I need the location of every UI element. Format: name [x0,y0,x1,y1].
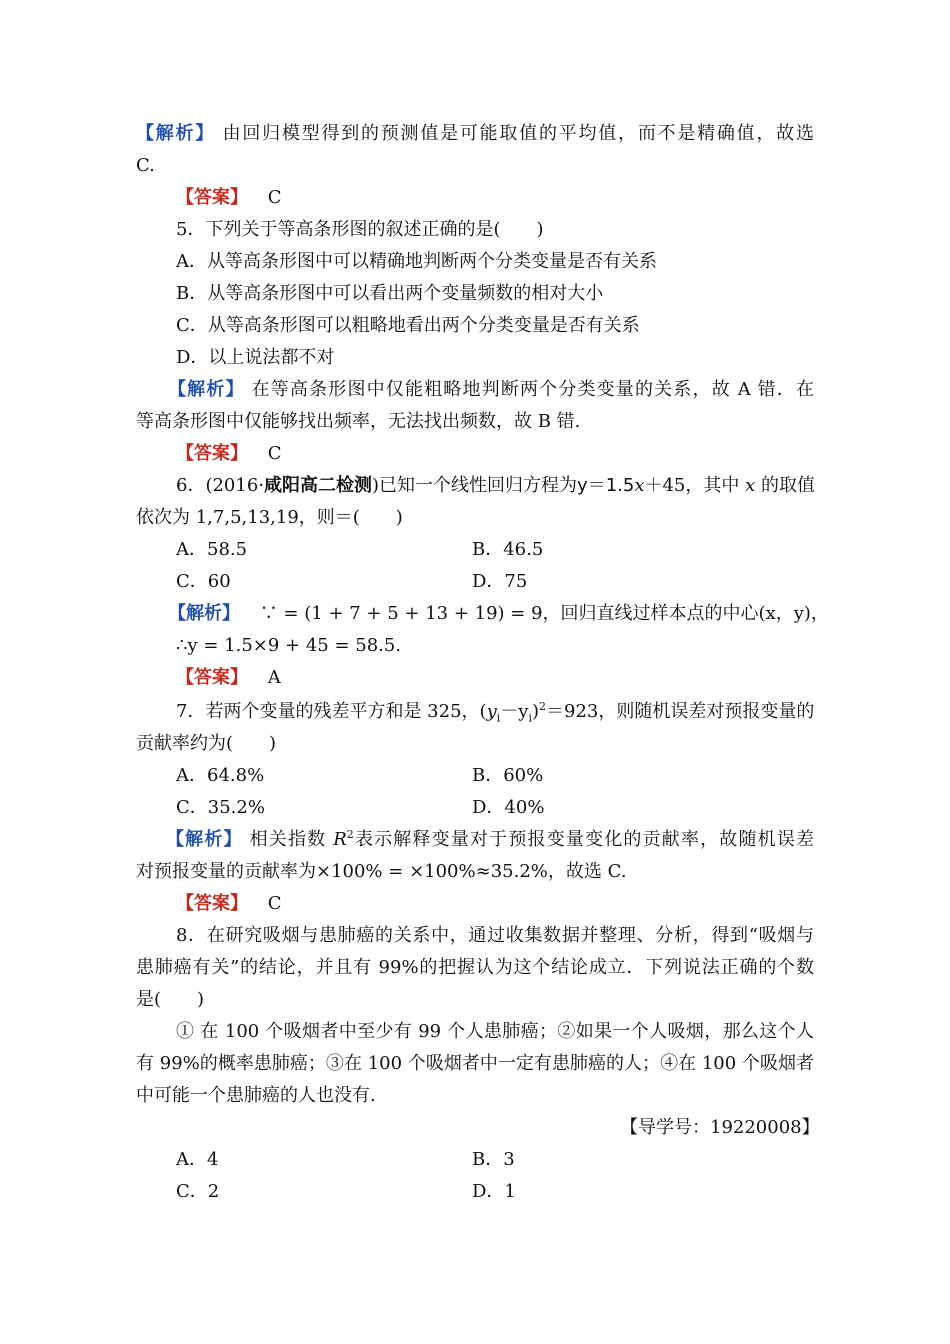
q4-analysis-line1 [136,122,814,146]
q6-var-x: x [634,475,645,496]
analysis-tag: 【解析】 [168,379,245,400]
q7-stem-line2: 贡献率约为( ) [136,733,277,754]
q5-analysis-line1 [136,378,814,402]
answer-tag: 【答案】 [176,443,248,464]
q6-option-b: B．46.5 [472,539,544,560]
q4-analysis-text: 由回归模型得到的预测值是可能取值的平均值，而不是精确值，故选 [222,123,814,144]
q7-stem-a: 7．若两个变量的残差平方和是 325，( [176,701,487,722]
q8-option-c: C．2 [176,1181,220,1202]
guide-number: 【导学号：19220008】 [620,1117,820,1138]
q8-stem-line3: 是( ) [136,989,205,1010]
q6-stem-mid: )已知一个线性回归方程为 [372,475,578,496]
answer-tag: 【答案】 [176,187,248,208]
q8-option-a: A．4 [176,1149,219,1170]
analysis-tag: 【解析】 [168,603,240,624]
q6-stem-eq2: ＋45，其中 [644,475,746,496]
q7-sub-i2: i [528,711,532,725]
q5-answer [176,442,282,466]
q6-option-a: A．58.5 [176,539,248,560]
q8-option-b: B．3 [472,1149,515,1170]
q7-analysis-b: 表示解释变量对于预报变量变化的贡献率，故随机误差 [353,829,814,850]
q6-analysis-line2: ∴y = 1.5×9 + 45 = 58.5. [176,635,402,656]
q7-y: y [486,701,497,722]
q4-analysis-line2: C. [136,155,155,176]
q7-sup-2: 2 [539,700,546,713]
q4-answer [176,186,282,210]
q7-answer [176,892,282,916]
q6-equation: y＝1.5 [577,475,635,496]
q8-option-d: D．1 [472,1181,516,1202]
q6-option-c: C．60 [176,571,231,592]
analysis-tag: 【解析】 [166,829,243,850]
q6-analysis-line1 [168,602,829,626]
q6-stem-line2: 依次为 1,7,5,13,19，则＝( ) [136,507,403,528]
q7-sub-i: i [496,711,501,725]
q6-stem-end: 的取值 [755,475,816,496]
q5-option-b: B．从等高条形图中可以看出两个变量频数的相对大小 [176,283,604,304]
q6-answer [176,666,281,690]
q5-analysis-text: 在等高条形图中仅能粗略地判断两个分类变量的关系，故 A 错．在 [251,379,814,400]
q8-stem-line1: 8．在研究吸烟与患肺癌的关系中，通过收集数据并整理、分析，得到“吸烟与 [176,925,814,946]
q6-stem-line1 [136,474,814,498]
answer-tag: 【答案】 [176,893,248,914]
q8-body-line2: 有 99%的概率患肺癌；③在 100 个吸烟者中一定有患肺癌的人；④在 100 个吸烟者 [136,1053,814,1074]
q7-option-d: D．40% [472,797,545,818]
q7-option-b: B．60% [472,765,544,786]
q7-stem-d: ＝923，则随机误差对预报变量的 [546,701,815,722]
answer-value: C [267,893,282,914]
answer-value: C [267,443,282,464]
q8-stem-line2: 患肺癌有关”的结论，并且有 99%的把握认为这个结论成立．下列说法正确的个数 [136,957,814,978]
q7-option-a: A．64.8% [176,765,265,786]
q7-analysis-a: 相关指数 [249,829,334,850]
q7-stem-line1 [136,700,814,724]
q5-analysis-line2: 等高条形图中仅能够找出频率，无法找出频数，故 B 错. [136,411,581,432]
q8-body-line3: 中可能一个患肺癌的人也没有. [136,1085,376,1106]
q6-var-x2: x [745,475,756,496]
q5-stem: 5．下列关于等高条形图的叙述正确的是( ) [176,219,544,240]
analysis-tag: 【解析】 [136,123,216,144]
answer-value: A [267,667,281,688]
answer-value: C [267,187,282,208]
q8-body-line1: ① 在 100 个吸烟者中至少有 99 个人患肺癌；②如果一个人吸烟，那么这个人 [176,1021,814,1042]
answer-tag: 【答案】 [176,667,248,688]
q7-option-c: C．35.2% [176,797,265,818]
q5-option-c: C．从等高条形图可以粗略地看出两个分类变量是否有关系 [176,315,640,336]
q5-option-a: A．从等高条形图中可以精确地判断两个分类变量是否有关系 [176,251,657,272]
q6-stem-prefix: 6．(2016· [176,475,265,496]
q6-analysis-text: ∵ = (1 + 7 + 5 + 13 + 19) = 9，回归直线过样本点的中心(x，y)， [259,603,829,624]
q5-option-d: D．以上说法都不对 [176,347,335,368]
q7-stem-b: －y [500,701,529,722]
q7-R: R [333,829,347,850]
q7-analysis-line2: 对预报变量的贡献率为×100% = ×100%≈35.2%，故选 C. [136,861,627,882]
q7-analysis-line1 [136,828,814,852]
q7-stem-c: ) [531,701,539,722]
q6-source: 咸阳高二检测 [264,475,373,496]
q7-R-sup: 2 [346,828,354,841]
q6-option-d: D．75 [472,571,528,592]
